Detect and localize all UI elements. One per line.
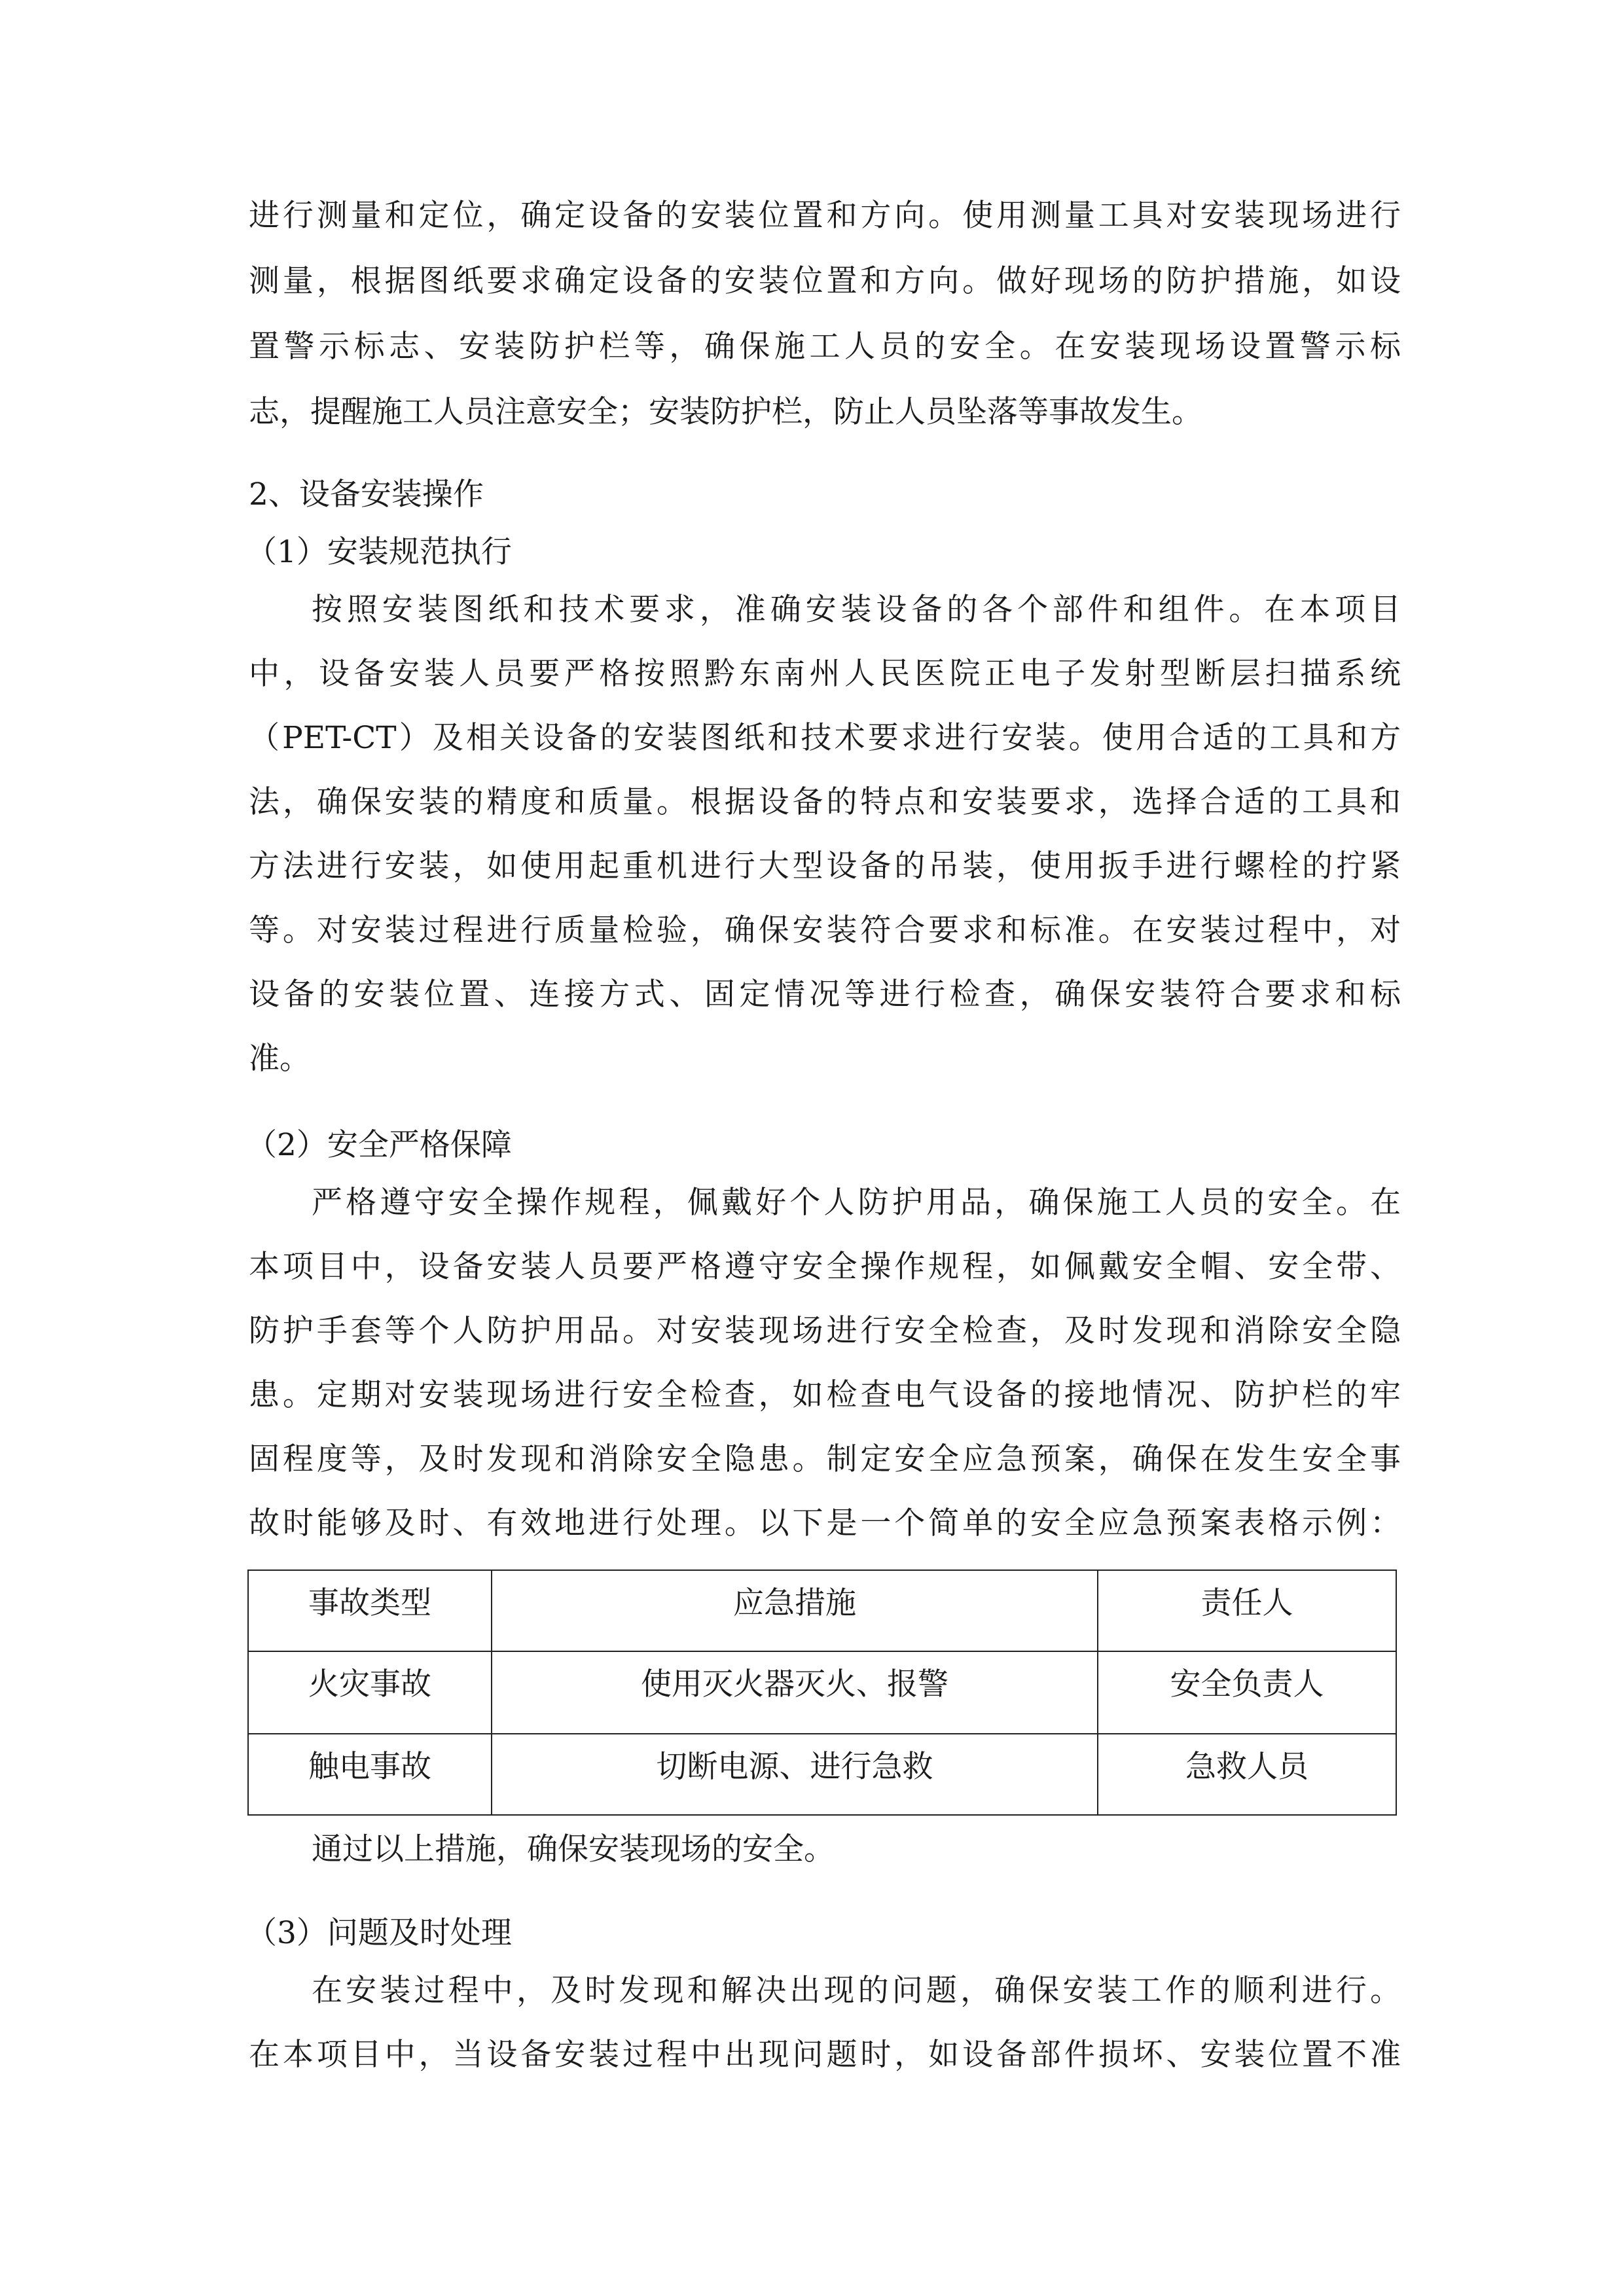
paragraph-line: 置警示标志、安装防护栏等，确保施工人员的安全。在安装现场设置警示标 [249, 329, 1401, 365]
emergency-plan-table [247, 1570, 1397, 1816]
paragraph-line: 测量，根据图纸要求确定设备的安装位置和方向。做好现场的防护措施，如设 [249, 263, 1401, 299]
table-header-cell: 事故类型 [249, 1571, 492, 1652]
table-cell: 安全负责人 [1098, 1652, 1396, 1734]
paragraph-line: 固程度等，及时发现和消除安全隐患。制定安全应急预案，确保在发生安全事 [249, 1441, 1401, 1477]
paragraph-line: 进行测量和定位，确定设备的安装位置和方向。使用测量工具对安装现场进行 [249, 198, 1401, 234]
table-cell: 急救人员 [1185, 1749, 1308, 1785]
paragraph-line: 本项目中，设备安装人员要严格遵守安全操作规程，如佩戴安全帽、安全带、 [249, 1249, 1401, 1285]
section-heading: 2、设备安装操作 [249, 476, 484, 512]
paragraph-line: （PET-CT）及相关设备的安装图纸和技术要求进行安装。使用合适的工具和方 [249, 720, 1401, 756]
table-cell: 火灾事故 [249, 1652, 492, 1734]
table-cell: 使用灭火器灭火、报警 [492, 1652, 1098, 1734]
paragraph-line: 防护手套等个人防护用品。对安装现场进行安全检查，及时发现和消除安全隐 [249, 1313, 1401, 1349]
paragraph-line: 准。 [249, 1041, 310, 1077]
paragraph-line: 志，提醒施工人员注意安全；安装防护栏，防止人员坠落等事故发生。 [249, 394, 1202, 430]
subsection-title: （3）问题及时处理 [246, 1915, 512, 1951]
paragraph-line: 设备的安装位置、连接方式、固定情况等进行检查，确保安装符合要求和标 [249, 977, 1401, 1013]
paragraph-line: 等。对安装过程进行质量检验，确保安装符合要求和标准。在安装过程中，对 [249, 912, 1401, 948]
paragraph-line: 在本项目中，当设备安装过程中出现问题时，如设备部件损坏、安装位置不准 [249, 2037, 1401, 2073]
paragraph-line: 在安装过程中，及时发现和解决出现的问题，确保安装工作的顺利进行。 [312, 1973, 1401, 2009]
paragraph-line: 按照安装图纸和技术要求，准确安装设备的各个部件和组件。在本项目 [312, 592, 1401, 628]
paragraph-line: 法，确保安装的精度和质量。根据设备的特点和安装要求，选择合适的工具和 [249, 784, 1401, 820]
paragraph-line: 患。定期对安装现场进行安全检查，如检查电气设备的接地情况、防护栏的牢 [249, 1377, 1401, 1413]
table-cell: 切断电源、进行急救 [492, 1734, 1098, 1814]
paragraph-line: 方法进行安装，如使用起重机进行大型设备的吊装，使用扳手进行螺栓的拧紧 [249, 848, 1401, 884]
paragraph-line: 故时能够及时、有效地进行处理。以下是一个简单的安全应急预案表格示例： [249, 1505, 1401, 1541]
table-cell: 触电事故 [249, 1734, 492, 1814]
paragraph-line: 通过以上措施，确保安装现场的安全。 [312, 1831, 835, 1867]
table-header-cell: 责任人 [1098, 1571, 1396, 1652]
subsection-title: （2）安全严格保障 [246, 1127, 512, 1163]
subsection-title: （1）安装规范执行 [246, 534, 512, 570]
paragraph-line: 中，设备安装人员要严格按照黔东南州人民医院正电子发射型断层扫描系统 [249, 656, 1401, 692]
paragraph-line: 严格遵守安全操作规程，佩戴好个人防护用品，确保施工人员的安全。在 [312, 1185, 1401, 1221]
table-header-cell: 应急措施 [492, 1571, 1098, 1652]
